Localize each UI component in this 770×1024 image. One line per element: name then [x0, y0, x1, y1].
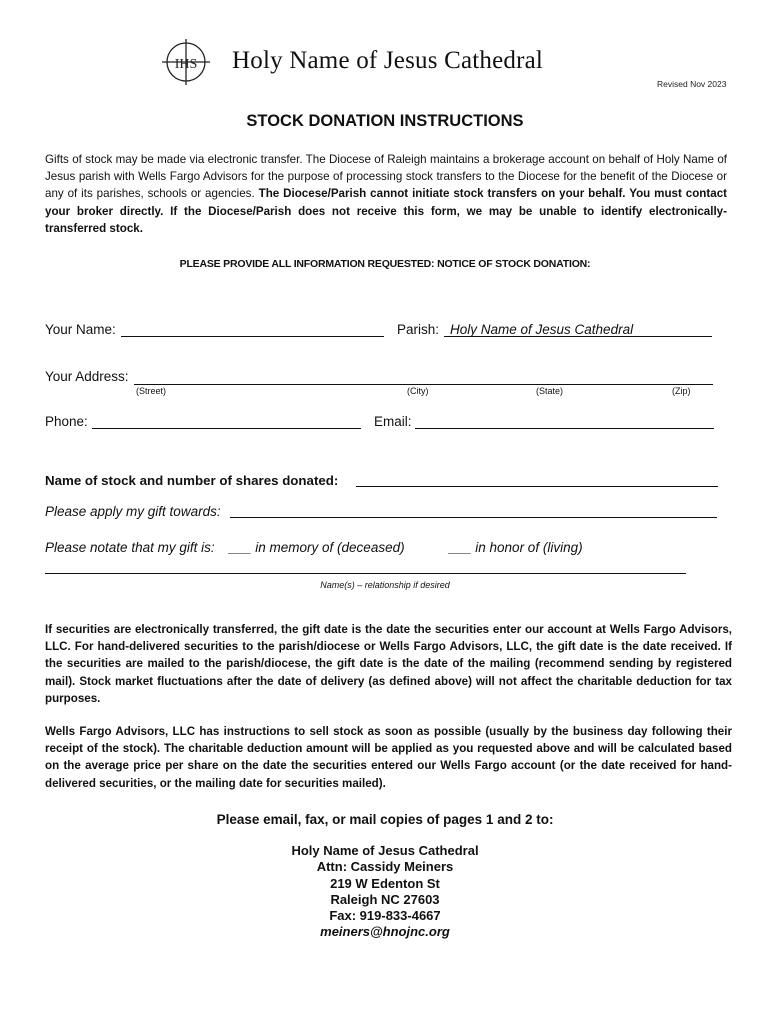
- phone-label: Phone:: [45, 414, 88, 429]
- memory-option[interactable]: ___ in memory of (deceased): [229, 540, 405, 555]
- gift-date-paragraph: If securities are electronically transferred, the gift date is the date the securities enter our account at Wells Fargo Advisors, LLC. For hand-delivered securities to the parish/diocese or Wells Fargo Advisors, LLC, the gift date is the date received. If the securities are mailed to the parish/diocese, the gift date is the date of the mailing (recommend sending by registered mail). Stock market fluctuations after the date of delivery (as defined above) will not affect the charitable deduction for tax purposes.: [45, 623, 732, 705]
- notate-label: Please notate that my gift is:: [45, 540, 215, 555]
- svg-text:IHS: IHS: [174, 57, 198, 72]
- state-caption: (State): [536, 386, 564, 396]
- intro-paragraph: [45, 151, 727, 237]
- address-line-1: Holy Name of Jesus Cathedral: [291, 843, 479, 858]
- revision-date: Revised Nov 2023: [657, 79, 727, 89]
- address-line-4: Raleigh NC 27603: [330, 891, 440, 907]
- email-label: Email:: [374, 414, 412, 429]
- fax-number: Fax: 919-833-4667: [329, 908, 441, 924]
- notice-heading: PLEASE PROVIDE ALL INFORMATION REQUESTED: NOTICE OF STOCK DONATION:: [179, 258, 591, 270]
- intro-text: Gifts of stock may be made via electronic transfer. The Diocese of Raleigh maintains a brokerage account on behalf of Holy Name of Jesus parish with Wells Fargo Advisors for the purpose of processing stock transfers to the Diocese for the benefit of the Diocese or any of its parishes, schools or agencies.: [45, 153, 727, 201]
- address-field[interactable]: [134, 384, 713, 385]
- zip-caption: (Zip): [672, 386, 691, 396]
- stock-field[interactable]: [356, 486, 718, 487]
- apply-label: Please apply my gift towards:: [45, 504, 221, 519]
- address-line-3: 219 W Edenton St: [330, 875, 440, 891]
- stock-label: Name of stock and number of shares donated:: [45, 473, 339, 488]
- address-label: Your Address:: [45, 369, 129, 384]
- names-caption: Name(s) – relationship if desired: [320, 580, 450, 590]
- phone-field[interactable]: [92, 428, 361, 429]
- address-line-2: Attn: Cassidy Meiners: [316, 859, 454, 875]
- parish-value: Holy Name of Jesus Cathedral: [450, 322, 634, 337]
- honor-option[interactable]: ___ in honor of (living): [449, 540, 583, 555]
- intro-bold-text: The Diocese/Parish cannot initiate stock transfers on your behalf. You must contact your broker directly. If the Diocese/Parish does not receive this form, we may be unable to identify electronically-transferred stock.: [45, 187, 728, 235]
- name-field[interactable]: [121, 336, 384, 337]
- street-caption: (Street): [136, 386, 167, 396]
- mailing-address: [0, 843, 770, 941]
- names-field[interactable]: [45, 573, 686, 574]
- document-heading: STOCK DONATION INSTRUCTIONS: [246, 112, 524, 130]
- name-label: Your Name:: [45, 322, 116, 337]
- page-title: Holy Name of Jesus Cathedral: [232, 47, 544, 74]
- ihs-cross-emblem-icon: [160, 38, 212, 86]
- apply-field[interactable]: [230, 517, 717, 518]
- mail-heading: Please email, fax, or mail copies of pages 1 and 2 to:: [216, 812, 554, 827]
- contact-email-link[interactable]: meiners@hnojnc.org: [320, 924, 450, 940]
- email-field[interactable]: [415, 428, 714, 429]
- parish-label: Parish:: [397, 322, 440, 337]
- city-caption: (City): [407, 386, 429, 396]
- sale-paragraph: Wells Fargo Advisors, LLC has instructions to sell stock as soon as possible (usually by the business day following their receipt of the stock). The charitable deduction amount will be applied as you requested above and will be calculated based on the average price per share on the date the securities entered our Wells Fargo account (or the date received for hand-delivered securities, or the mailing date for securities mailed).: [45, 725, 732, 790]
